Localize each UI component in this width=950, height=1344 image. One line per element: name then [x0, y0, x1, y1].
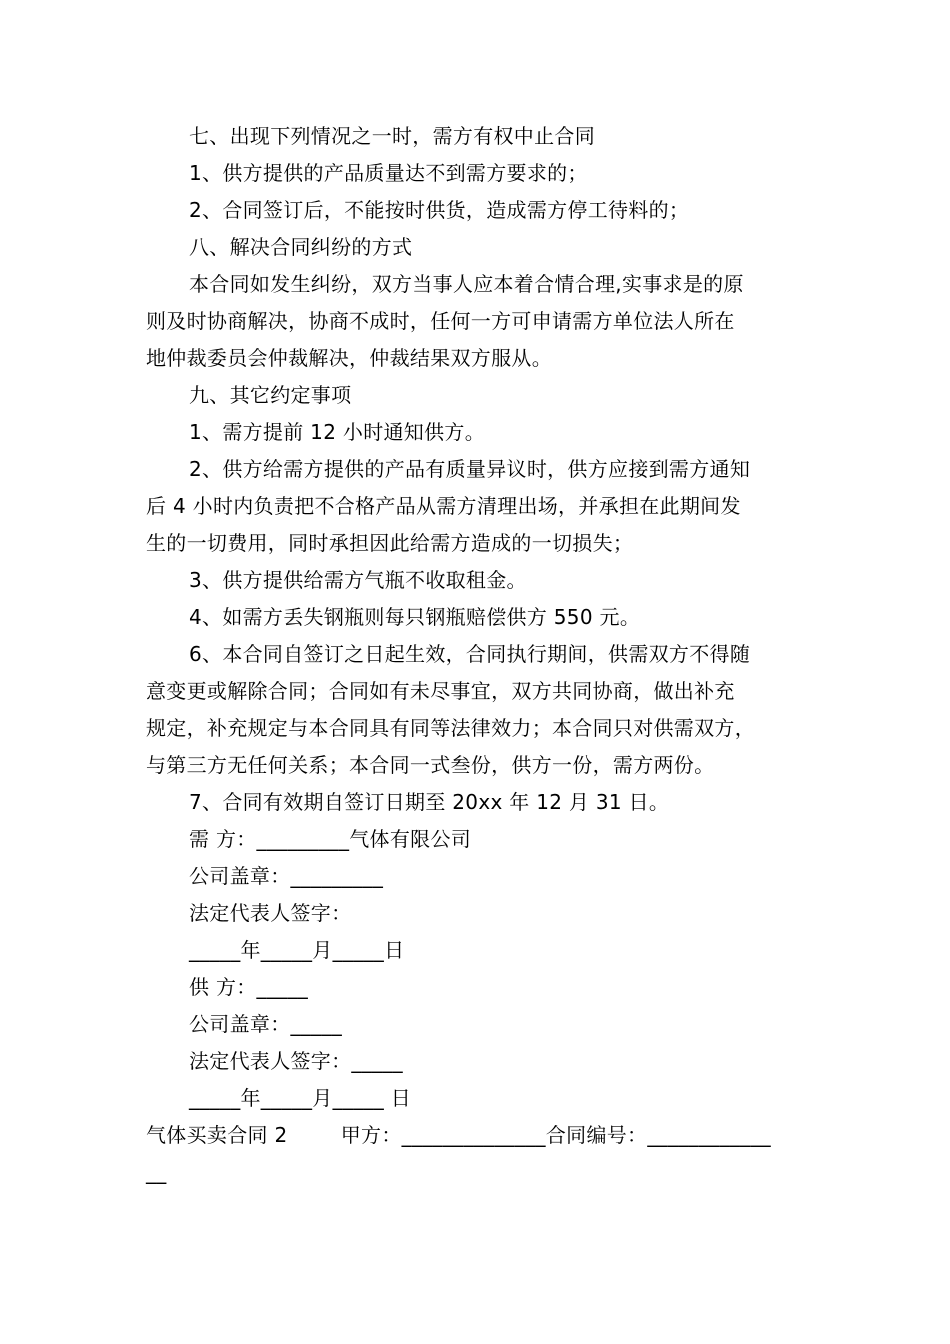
buyer-seal-field: 公司盖章：_________: [189, 864, 384, 888]
next-contract-header: 气体买卖合同 2 甲方：______________合同编号：____________: [146, 1123, 771, 1147]
section-9-item-6: [146, 636, 806, 784]
buyer-representative-field: 法定代表人签字：: [189, 901, 352, 925]
buyer-date-field: _____年_____月_____日: [189, 938, 405, 962]
section-9-item-1: 1、需方提前 12 小时通知供方。: [189, 420, 485, 444]
supplier-date-field: _____年_____月_____ 日: [189, 1086, 412, 1110]
supplier-seal-field: 公司盖章：_____: [189, 1012, 342, 1036]
section-8-paragraph: [146, 266, 806, 377]
section-9-item-6-line-4: 与第三方无任何关系；本合同一式叁份，供方一份，需方两份。: [146, 753, 715, 777]
section-9-item-6-line-3: 规定，补充规定与本合同具有同等法律效力；本合同只对供需双方，: [146, 716, 755, 740]
section-9-item-6-line-1: 6、本合同自签订之日起生效，合同执行期间，供需双方不得随: [189, 642, 751, 666]
section-9-heading: 九、其它约定事项: [189, 383, 352, 407]
section-9-item-3: 3、供方提供给需方气瓶不收取租金。: [189, 568, 527, 592]
contract-body: [146, 118, 806, 1191]
supplier-name-field: 供 方：_____: [189, 975, 309, 999]
section-9-item-2-line-1: 2、供方给需方提供的产品有质量异议时，供方应接到需方通知: [189, 457, 751, 481]
section-8-heading: 八、解决合同纠纷的方式: [189, 235, 413, 259]
section-9-item-6-line-2: 意变更或解除合同；合同如有未尽事宜，双方共同协商，做出补充: [146, 679, 735, 703]
section-9-item-4: 4、如需方丢失钢瓶则每只钢瓶赔偿供方 550 元。: [189, 605, 641, 629]
section-9-item-7: 7、合同有效期自签订日期至 20xx 年 12 月 31 日。: [189, 790, 670, 814]
section-7-item-2: 2、合同签订后，不能按时供货，造成需方停工待料的；: [189, 198, 690, 222]
buyer-name-field: 需 方：_________气体有限公司: [189, 827, 472, 851]
section-7-item-1: 1、供方提供的产品质量达不到需方要求的；: [189, 161, 588, 185]
section-8-line-3: 地仲裁委员会仲裁解决，仲裁结果双方服从。: [146, 346, 552, 370]
section-8-line-2: 则及时协商解决，协商不成时，任何一方可申请需方单位法人所在: [146, 309, 735, 333]
next-contract-header-continued: __: [146, 1160, 167, 1184]
section-7-heading: 七、出现下列情况之一时，需方有权中止合同: [189, 124, 595, 148]
section-9-item-2-line-2: 后 4 小时内负责把不合格产品从需方清理出场，并承担在此期间发: [146, 494, 741, 518]
supplier-representative-field: 法定代表人签字：_____: [189, 1049, 403, 1073]
section-8-line-1: 本合同如发生纠纷，双方当事人应本着合情合理,实事求是的原: [189, 272, 744, 296]
section-9-item-2: [146, 451, 806, 562]
section-9-item-2-line-3: 生的一切费用，同时承担因此给需方造成的一切损失；: [146, 531, 634, 555]
